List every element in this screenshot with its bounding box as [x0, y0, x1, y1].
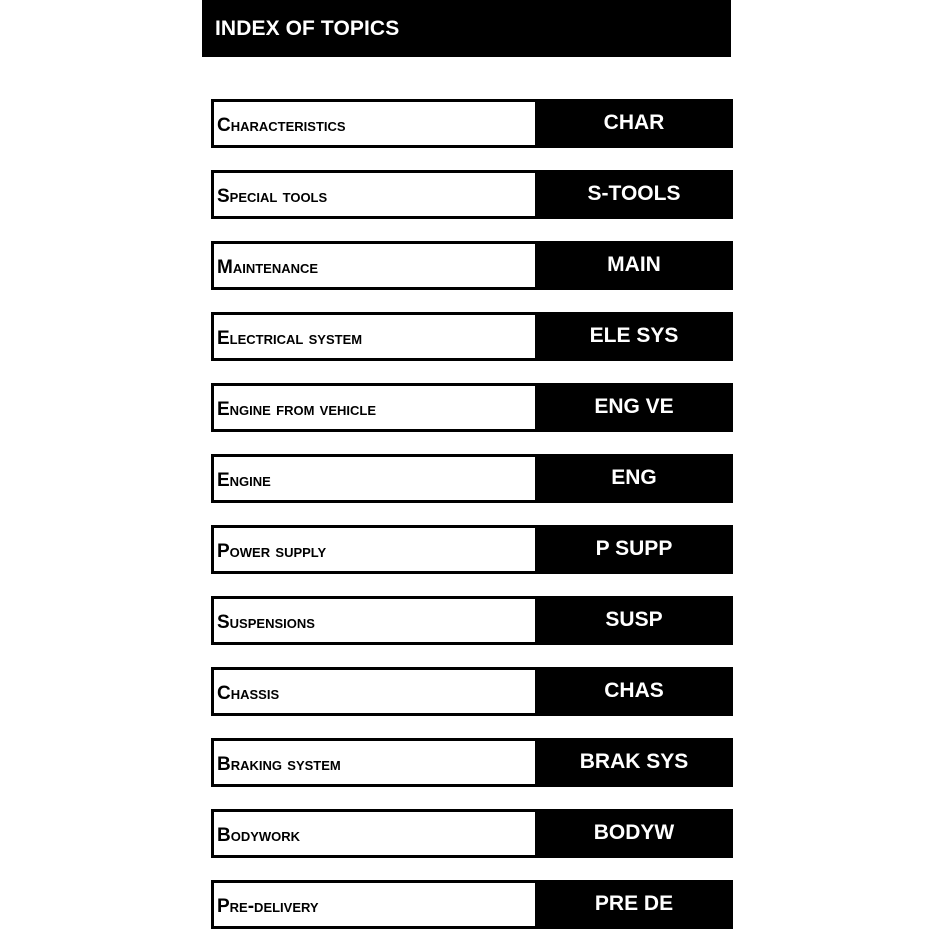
topic-code: S-TOOLS: [587, 181, 681, 205]
topic-code-cell: [535, 670, 730, 713]
page-title: INDEX OF TOPICS: [215, 16, 400, 40]
topic-name-cell: [214, 741, 535, 784]
topic-name: Suspensions: [217, 611, 315, 633]
topic-link-electrical-system[interactable]: [211, 312, 733, 361]
topic-code: BRAK SYS: [579, 749, 689, 773]
topic-link-suspensions[interactable]: [211, 596, 733, 645]
topic-name: Maintenance: [217, 256, 319, 278]
topic-name-cell: [214, 244, 535, 287]
topic-code: SUSP: [605, 607, 663, 631]
topic-code-cell: [535, 315, 730, 358]
topic-code-cell: [535, 528, 730, 571]
topic-name: Bodywork: [217, 824, 301, 846]
topic-code: CHAS: [604, 678, 664, 702]
topic-name: Electrical system: [217, 327, 363, 349]
topic-code: CHAR: [603, 110, 665, 134]
topic-name: Chassis: [217, 682, 280, 704]
topic-name: Power supply: [217, 540, 327, 562]
topic-code-cell: [535, 883, 730, 926]
topic-name-cell: [214, 599, 535, 642]
topic-code-cell: [535, 102, 730, 145]
topic-name-cell: [214, 315, 535, 358]
topic-code-cell: [535, 741, 730, 784]
topic-code-cell: [535, 244, 730, 287]
topic-code-cell: [535, 173, 730, 216]
topic-link-characteristics[interactable]: [211, 99, 733, 148]
topic-code-cell: [535, 599, 730, 642]
topic-link-special-tools[interactable]: [211, 170, 733, 219]
topic-code: ENG VE: [594, 394, 674, 418]
topic-name-cell: [214, 386, 535, 429]
topic-link-chassis[interactable]: [211, 667, 733, 716]
topic-name-cell: [214, 812, 535, 855]
topic-name: Pre-delivery: [217, 895, 319, 917]
topic-list: [211, 99, 733, 951]
topic-name-cell: [214, 173, 535, 216]
topic-code: ENG: [611, 465, 657, 489]
topic-link-power-supply[interactable]: [211, 525, 733, 574]
topic-link-engine-from-vehicle[interactable]: [211, 383, 733, 432]
topic-name: Braking system: [217, 753, 341, 775]
topic-link-pre-delivery[interactable]: [211, 880, 733, 929]
topic-link-braking-system[interactable]: [211, 738, 733, 787]
topic-name-cell: [214, 670, 535, 713]
topic-code: P SUPP: [595, 536, 673, 560]
topic-link-maintenance[interactable]: [211, 241, 733, 290]
topic-link-engine[interactable]: [211, 454, 733, 503]
topic-name: Engine: [217, 469, 271, 491]
topic-name-cell: [214, 102, 535, 145]
topic-code: PRE DE: [594, 891, 674, 915]
topic-name-cell: [214, 883, 535, 926]
topic-name: Characteristics: [217, 114, 346, 136]
topic-code-cell: [535, 812, 730, 855]
topic-code: ELE SYS: [589, 323, 679, 347]
topic-code-cell: [535, 386, 730, 429]
topic-code: BODYW: [593, 820, 675, 844]
topic-link-bodywork[interactable]: [211, 809, 733, 858]
topic-name-cell: [214, 528, 535, 571]
topic-code: MAIN: [607, 252, 661, 276]
index-header: [202, 0, 731, 57]
topic-name: Engine from vehicle: [217, 398, 377, 420]
topic-name: Special tools: [217, 185, 328, 207]
topic-code-cell: [535, 457, 730, 500]
topic-name-cell: [214, 457, 535, 500]
